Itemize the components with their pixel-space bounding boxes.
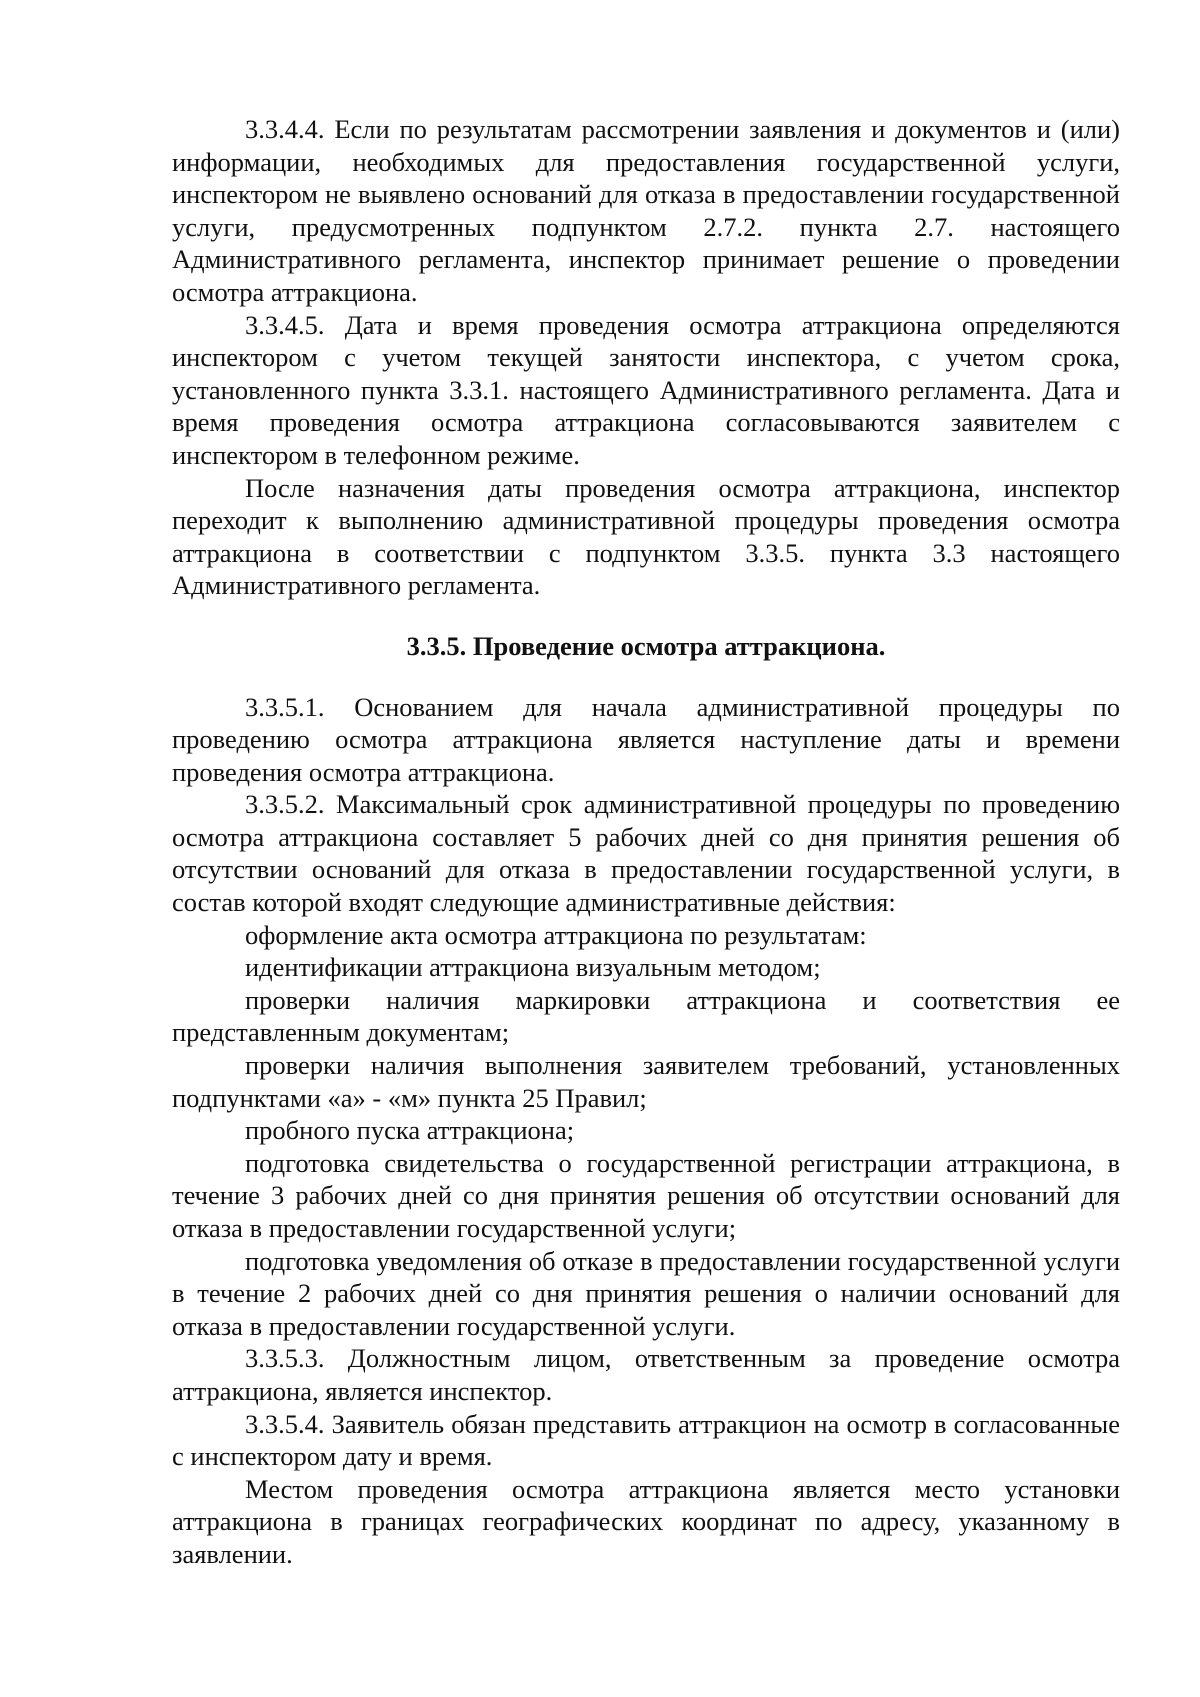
paragraph-3-3-5-2: 3.3.5.2. Максимальный срок административной процедуры по проведению осмотра аттракциона составляет 5 рабочих дней со дня принятия решения об отсутствии оснований для отказа в предоставлении государственной услуги, в состав которой входят следующие административные действия: — [172, 789, 1120, 918]
list-item-identification: идентификации аттракциона визуальным методом; — [245, 952, 821, 983]
paragraph-3-3-4-5: 3.3.4.5. Дата и время проведения осмотра аттракциона определяются инспектором с учетом текущей занятости инспектора, с учетом срока, установленного пункта 3.3.1. настоящего Административного регламента. Дата и время проведения осмотра аттракциона согласовываются заявителем с инспектором в телефонном режиме. — [172, 309, 1120, 470]
paragraph-3-3-5-3: 3.3.5.3. Должностным лицом, ответственным за проведение осмотра аттракциона, является инспектор. — [172, 1343, 1120, 1406]
list-item-refusal-notice: подготовка уведомления об отказе в предоставлении государственной услуги в течение 2 рабочих дней со дня принятия решения о наличии оснований для отказа в предоставлении государственной услуги. — [172, 1245, 1120, 1341]
list-item-requirements-check: проверки наличия выполнения заявителем требований, установленных подпунктами «а» - «м» пункта 25 Правил; — [172, 1050, 1120, 1113]
list-item-act: оформление акта осмотра аттракциона по результатам: — [245, 919, 867, 950]
list-item-certificate: подготовка свидетельства о государственной регистрации аттракциона, в течение 3 рабочих дней со дня принятия решения об отсутствии оснований для отказа в предоставлении государственной услуги; — [172, 1147, 1120, 1243]
paragraph-inspection-location: Местом проведения осмотра аттракциона является место установки аттракциона в границах географических координат по адресу, указанному в заявлении. — [172, 1473, 1120, 1569]
paragraph-after-scheduling: После назначения даты проведения осмотра аттракциона, инспектор переходит к выполнению административной процедуры проведения осмотра аттракциона в соответствии с подпунктом 3.3.5. пункта 3.3 настоящего Административного регламента. — [172, 472, 1120, 601]
section-heading: 3.3.5. Проведение осмотра аттракциона. — [406, 630, 886, 661]
paragraph-3-3-4-4: 3.3.4.4. Если по результатам рассмотрении заявления и документов и (или) информации, необходимых для предоставления государственной услуги, инспектором не выявлено оснований для отказа в предоставлении государственной услуги, предусмотренных подпунктом 2.7.2. пункта 2.7. настоящего Административного регламента, инспектор принимает решение о проведении осмотра аттракциона. — [172, 114, 1120, 307]
paragraph-3-3-5-4: 3.3.5.4. Заявитель обязан представить аттракцион на осмотр в согласованные с инспектором дату и время. — [172, 1408, 1120, 1472]
list-item-trial-run: пробного пуска аттракциона; — [245, 1115, 575, 1146]
document-body — [172, 113, 1120, 1571]
list-item-marking-check: проверки наличия маркировки аттракциона и соответствия ее представленным документам; — [172, 984, 1120, 1048]
paragraph-3-3-5-1: 3.3.5.1. Основанием для начала административной процедуры по проведению осмотра аттракциона является наступление даты и времени проведения осмотра аттракциона. — [172, 691, 1120, 787]
